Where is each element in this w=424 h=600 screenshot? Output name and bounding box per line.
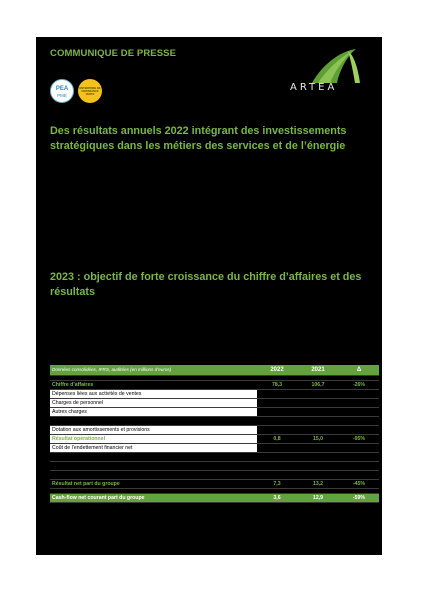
table-row <box>50 390 379 399</box>
table-row <box>50 399 379 408</box>
row-delta: -95% <box>339 435 379 444</box>
row-label: Résultat opérationnel <box>50 435 257 444</box>
pea-badge-line1: PEA <box>55 86 69 92</box>
table-row <box>50 381 379 390</box>
row-value-2022: 0,8 <box>257 435 297 444</box>
row-label: Chiffre d’affaires <box>50 381 257 390</box>
row-delta: -26% <box>339 381 379 390</box>
row-label: Résultat net part du groupe <box>50 480 257 489</box>
press-release-page <box>36 37 382 555</box>
artea-logo-text: ARTEA <box>290 82 338 93</box>
row-value-2022: 3,6 <box>257 494 297 503</box>
pea-pme-badge <box>50 79 74 103</box>
table-row <box>50 494 379 503</box>
row-value-2022: 7,3 <box>257 480 297 489</box>
row-value-2021: 15,0 <box>297 435 339 444</box>
table-row <box>50 435 379 444</box>
table-empty-row <box>50 471 379 480</box>
row-value-2022: 78,3 <box>257 381 297 390</box>
financial-results-table <box>50 365 379 503</box>
row-delta: -59% <box>339 494 379 503</box>
row-label: Charges de personnel <box>50 399 257 408</box>
row-value-2021: 13,2 <box>297 480 339 489</box>
table-header-label: Données consolidées, IFRS, auditées (en millions d’euros) <box>50 365 257 376</box>
row-value-2021: 12,9 <box>297 494 339 503</box>
col-delta-header: Δ <box>339 365 379 376</box>
pea-badge-line2: PME <box>57 93 67 98</box>
table-empty-row <box>50 453 379 462</box>
press-release-label: COMMUNIQUE DE PRESSE <box>50 48 177 59</box>
headline: Des résultats annuels 2022 intégrant des investissements stratégiques dans les métiers des services et de l’énergie <box>50 125 347 152</box>
row-label: Cash-flow net courant part du groupe <box>50 494 257 503</box>
table-header-row <box>50 365 379 376</box>
row-label: Coût de l’endettement financier net <box>50 444 257 453</box>
table-empty-row <box>50 417 379 426</box>
table-row <box>50 426 379 435</box>
col-2021-header: 2021 <box>297 365 339 376</box>
green-growth-badge-text: ENTERPRISE DE CROISSANCE VERTE <box>79 87 101 96</box>
table-empty-row <box>50 462 379 471</box>
row-delta: -45% <box>339 480 379 489</box>
table-row <box>50 480 379 489</box>
row-label: Dotation aux amortissements et provisions <box>50 426 257 435</box>
row-value-2021: 106,7 <box>297 381 339 390</box>
col-2022-header: 2022 <box>257 365 297 376</box>
green-growth-badge <box>78 79 102 103</box>
table-row <box>50 444 379 453</box>
subheadline: 2023 : objectif de forte croissance du chiffre d’affaires et des résultats <box>50 271 362 298</box>
row-label: Dépenses liées aux activités de ventes <box>50 390 257 399</box>
row-label: Autres charges <box>50 408 257 417</box>
table-row <box>50 408 379 417</box>
